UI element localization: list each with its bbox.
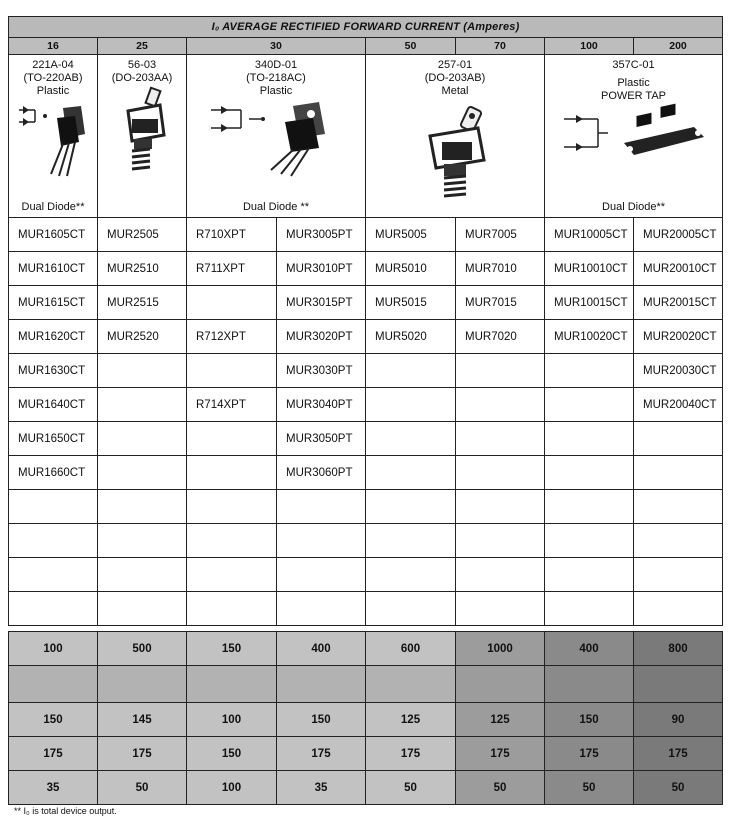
spec-value-cell (456, 666, 545, 703)
table-row (9, 558, 723, 592)
part-number-cell: MUR20015CT (634, 286, 723, 320)
part-number-cell: MUR2510 (98, 252, 187, 286)
part-number-cell (98, 456, 187, 490)
part-number-cell (456, 490, 545, 524)
part-number-cell (98, 490, 187, 524)
package-note: Dual Diode ** (242, 201, 310, 213)
spec-value-cell: 400 (277, 632, 366, 666)
part-number-cell (277, 490, 366, 524)
spec-value-cell: 125 (366, 703, 456, 737)
package-material: Plastic (259, 85, 293, 97)
part-number-cell: MUR3050PT (277, 422, 366, 456)
spec-value-cell (9, 666, 98, 703)
spec-value-cell: 35 (277, 771, 366, 805)
package-cell-221a (9, 55, 98, 218)
part-number-cell (9, 490, 98, 524)
part-number-cell (98, 388, 187, 422)
part-number-cell: MUR2520 (98, 320, 187, 354)
spec-value-cell: 500 (98, 632, 187, 666)
part-number-cell: MUR7005 (456, 218, 545, 252)
selector-table-sheet (8, 16, 722, 805)
part-number-cell (545, 558, 634, 592)
table-row (9, 354, 723, 388)
part-number-cell: MUR5015 (366, 286, 456, 320)
spec-value-cell (98, 666, 187, 703)
part-number-cell (456, 558, 545, 592)
part-number-cell (187, 558, 277, 592)
part-number-cell: MUR1610CT (9, 252, 98, 286)
spec-value-cell: 100 (187, 771, 277, 805)
current-50: 50 (366, 38, 456, 55)
package-case: 340D-01 (254, 59, 298, 71)
part-number-cell: MUR1640CT (9, 388, 98, 422)
spec-value-cell: 400 (545, 632, 634, 666)
spec-value-cell: 125 (456, 703, 545, 737)
part-number-cell: MUR3010PT (277, 252, 366, 286)
part-number-cell (545, 354, 634, 388)
part-number-cell: MUR20040CT (634, 388, 723, 422)
spec-value-cell: 50 (634, 771, 723, 805)
part-number-cell (634, 456, 723, 490)
part-number-cell (366, 490, 456, 524)
spec-value-cell: 35 (9, 771, 98, 805)
part-number-cell (545, 592, 634, 626)
part-number-cell: MUR5010 (366, 252, 456, 286)
part-number-cell: MUR1615CT (9, 286, 98, 320)
part-number-cell (366, 558, 456, 592)
table-row (9, 524, 723, 558)
part-number-cell (98, 422, 187, 456)
footnote: ** I₀ is total device output. (14, 806, 117, 816)
part-number-cell: R714XPT (187, 388, 277, 422)
spec-value-cell: 175 (366, 737, 456, 771)
rectifier-selector-table (8, 16, 723, 805)
spec-row (9, 703, 723, 737)
package-cell-340d (187, 55, 366, 218)
part-number-cell: MUR1605CT (9, 218, 98, 252)
part-number-cell (634, 524, 723, 558)
part-number-cell (366, 354, 456, 388)
part-number-cell (456, 524, 545, 558)
package-cell-257 (366, 55, 545, 218)
spec-rows (9, 632, 723, 805)
spec-value-cell: 100 (187, 703, 277, 737)
table-row (9, 252, 723, 286)
current-70: 70 (456, 38, 545, 55)
part-number-cell (187, 354, 277, 388)
table-row (9, 490, 723, 524)
part-number-cell: MUR20030CT (634, 354, 723, 388)
spec-value-cell (366, 666, 456, 703)
part-number-cell (456, 592, 545, 626)
part-number-cell: MUR1630CT (9, 354, 98, 388)
part-number-cell (634, 422, 723, 456)
package-style: (DO-203AA) (111, 72, 173, 84)
current-100: 100 (545, 38, 634, 55)
package-case: 257-01 (437, 59, 473, 71)
package-case: 357C-01 (612, 59, 655, 71)
spec-value-cell: 50 (98, 771, 187, 805)
part-number-cell (545, 524, 634, 558)
spec-value-cell: 175 (545, 737, 634, 771)
spec-value-cell: 175 (98, 737, 187, 771)
part-number-cell: MUR7020 (456, 320, 545, 354)
table-row (9, 592, 723, 626)
part-number-cell (98, 354, 187, 388)
spec-value-cell: 175 (9, 737, 98, 771)
part-number-cell: MUR3040PT (277, 388, 366, 422)
part-number-cell (545, 388, 634, 422)
spec-row (9, 666, 723, 703)
part-number-cell (366, 422, 456, 456)
package-case: 56-03 (127, 59, 157, 71)
spec-value-cell: 100 (9, 632, 98, 666)
part-number-cell: MUR10020CT (545, 320, 634, 354)
table-row (9, 286, 723, 320)
part-number-cell (366, 456, 456, 490)
spec-value-cell (634, 666, 723, 703)
part-number-cell: R711XPT (187, 252, 277, 286)
package-cell-56 (98, 55, 187, 218)
table-row (9, 456, 723, 490)
spec-value-cell (277, 666, 366, 703)
part-number-cell (545, 456, 634, 490)
part-number-cell: R710XPT (187, 218, 277, 252)
part-number-cell (545, 490, 634, 524)
part-number-cell: MUR2505 (98, 218, 187, 252)
part-number-cell (277, 524, 366, 558)
spec-value-cell: 150 (187, 632, 277, 666)
part-number-cell: MUR3015PT (277, 286, 366, 320)
part-number-cell: MUR10015CT (545, 286, 634, 320)
part-number-cell (366, 592, 456, 626)
package-material: Plastic (36, 85, 70, 97)
part-number-cell (456, 388, 545, 422)
current-16: 16 (9, 38, 98, 55)
spec-value-cell: 50 (456, 771, 545, 805)
part-number-cell: MUR5005 (366, 218, 456, 252)
part-number-cell (98, 558, 187, 592)
table-row (9, 320, 723, 354)
part-number-cell: MUR1650CT (9, 422, 98, 456)
package-material: Plastic (617, 77, 650, 89)
part-number-cell (634, 490, 723, 524)
part-number-cell: R712XPT (187, 320, 277, 354)
part-number-rows (9, 218, 723, 626)
part-number-cell (98, 592, 187, 626)
current-30: 30 (187, 38, 366, 55)
spec-value-cell: 150 (545, 703, 634, 737)
package-cell-357c (545, 55, 723, 218)
package-style: (TO-218AC) (246, 72, 306, 84)
part-number-cell: MUR1620CT (9, 320, 98, 354)
spec-value-cell: 50 (366, 771, 456, 805)
part-number-cell (187, 524, 277, 558)
table-title: I₀ AVERAGE RECTIFIED FORWARD CURRENT (Amperes) (9, 17, 723, 38)
part-number-cell: MUR3060PT (277, 456, 366, 490)
spec-value-cell: 150 (277, 703, 366, 737)
stud-package-icon (102, 85, 182, 185)
package-material: Metal (441, 85, 469, 97)
to220-package-icon (13, 98, 93, 178)
part-number-cell: MUR3020PT (277, 320, 366, 354)
part-number-cell (187, 592, 277, 626)
part-number-cell: MUR20005CT (634, 218, 723, 252)
table-row (9, 218, 723, 252)
spec-row (9, 632, 723, 666)
current-25: 25 (98, 38, 187, 55)
part-number-cell: MUR2515 (98, 286, 187, 320)
part-number-cell (277, 592, 366, 626)
part-number-cell: MUR7015 (456, 286, 545, 320)
part-number-cell: MUR20010CT (634, 252, 723, 286)
part-number-cell (187, 456, 277, 490)
current-200: 200 (634, 38, 723, 55)
part-number-cell (187, 286, 277, 320)
package-style: (TO-220AB) (23, 72, 83, 84)
spec-value-cell: 800 (634, 632, 723, 666)
package-note: Dual Diode** (602, 201, 666, 213)
package-style: (DO-203AB) (424, 72, 486, 84)
part-number-cell: MUR7010 (456, 252, 545, 286)
part-number-cell (187, 490, 277, 524)
spec-value-cell (545, 666, 634, 703)
part-number-cell (366, 388, 456, 422)
part-number-cell (277, 558, 366, 592)
spec-value-cell: 600 (366, 632, 456, 666)
part-number-cell (9, 592, 98, 626)
spec-value-cell: 175 (277, 737, 366, 771)
part-number-cell (98, 524, 187, 558)
part-number-cell: MUR10010CT (545, 252, 634, 286)
part-number-cell: MUR10005CT (545, 218, 634, 252)
metal-stud-package-icon (400, 98, 510, 208)
spec-value-cell: 175 (456, 737, 545, 771)
part-number-cell (187, 422, 277, 456)
part-number-cell (545, 422, 634, 456)
part-number-cell: MUR3030PT (277, 354, 366, 388)
part-number-cell: MUR20020CT (634, 320, 723, 354)
part-number-cell: MUR3005PT (277, 218, 366, 252)
power-tap-package-icon (554, 103, 714, 173)
table-row (9, 388, 723, 422)
spec-row (9, 737, 723, 771)
part-number-cell (634, 592, 723, 626)
package-note: Dual Diode** (21, 201, 85, 213)
table-row (9, 422, 723, 456)
spec-value-cell: 150 (187, 737, 277, 771)
part-number-cell (9, 524, 98, 558)
part-number-cell: MUR5020 (366, 320, 456, 354)
to218-package-icon (201, 98, 351, 178)
spec-value-cell: 145 (98, 703, 187, 737)
part-number-cell (9, 558, 98, 592)
spec-row (9, 771, 723, 805)
part-number-cell (366, 524, 456, 558)
package-style: POWER TAP (601, 90, 667, 102)
part-number-cell (456, 354, 545, 388)
part-number-cell: MUR1660CT (9, 456, 98, 490)
package-case: 221A-04 (32, 59, 74, 71)
spec-value-cell: 1000 (456, 632, 545, 666)
spec-value-cell: 150 (9, 703, 98, 737)
spec-value-cell: 90 (634, 703, 723, 737)
spec-value-cell: 50 (545, 771, 634, 805)
spec-value-cell: 175 (634, 737, 723, 771)
part-number-cell (456, 456, 545, 490)
spec-value-cell (187, 666, 277, 703)
part-number-cell (634, 558, 723, 592)
part-number-cell (456, 422, 545, 456)
